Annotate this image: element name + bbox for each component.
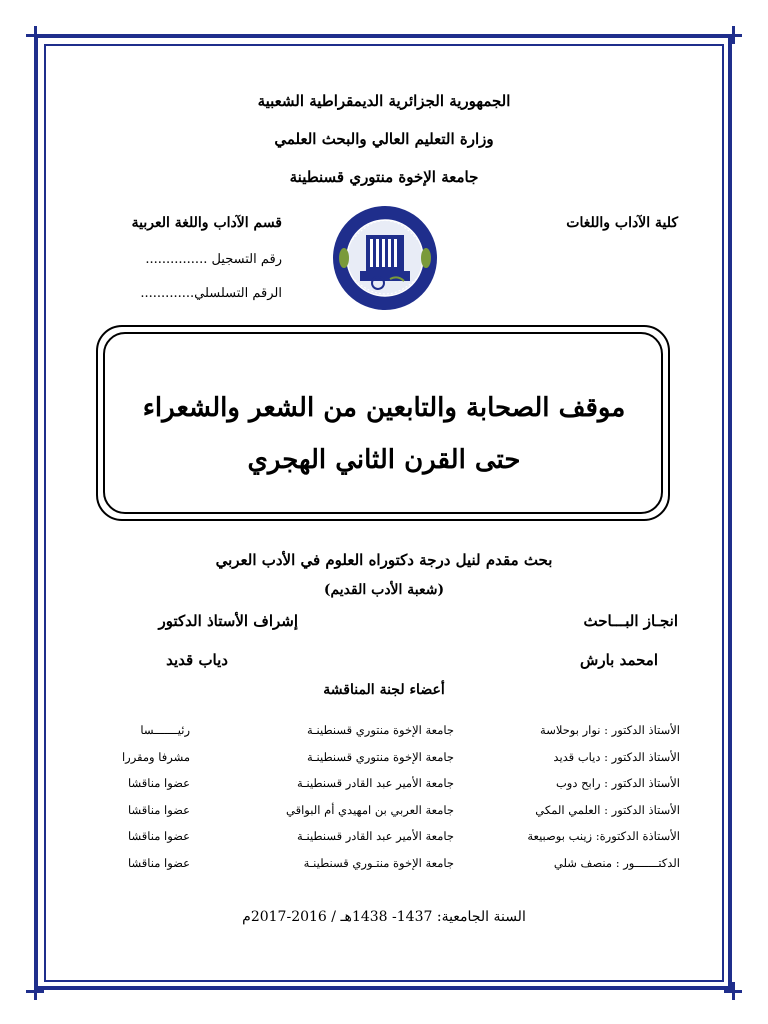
ministry-heading: وزارة التعليم العالي والبحث العلمي [274,130,494,148]
member-university: جامعة الأمير عبد القادر قسنطينـة [296,829,454,843]
degree-statement: بحث مقدم لنيل درجة دكتوراه العلوم في الأدب العربي [215,551,553,569]
department-label: قسم الآداب واللغة العربية [131,215,282,231]
academic-year: السنة الجامعية: 1437- 1438هـ / 2016-2017م [242,909,526,925]
committee-row [0,856,768,874]
serial-number: الرقم التسلسلي............. [140,286,282,301]
member-role: رئيـــــــسا [140,723,190,737]
thesis-title-line-1: موقف الصحابة والتابعين من الشعر والشعراء [142,393,626,423]
supervisor-name: دياب قديد [166,651,228,669]
member-university: جامعة الإخوة منتوري قسنطينـة [306,750,454,764]
title-frame-inner [103,332,663,514]
corner-ornament [26,26,44,44]
committee-row [0,776,768,794]
member-university: جامعة الإخوة منتـوري قسنطينـة [303,856,454,870]
supervisor-label: إشراف الأستاذ الدكتور [158,612,298,630]
member-name: الأستاذ الدكتور : رابح دوب [555,776,680,790]
member-name: الأستاذة الدكتورة: زينب بوصبيعة [527,829,680,843]
committee-heading: أعضاء لجنة المناقشة [323,682,445,698]
member-role: عضوا مناقشا [127,829,190,843]
member-name: الأستاذ الدكتور : دياب قديد [553,750,680,764]
member-role: عضوا مناقشا [127,776,190,790]
researcher-label: انجـاز البـــاحث [583,612,678,630]
researcher-name: امحمد بارش [580,651,658,669]
corner-ornament [724,982,742,1000]
republic-heading: الجمهورية الجزائرية الديمقراطية الشعبية [257,92,511,110]
member-name: الأستاذ الدكتور : نوار بوحلاسة [540,723,680,737]
committee-row [0,829,768,847]
faculty-label: كلية الآداب واللغات [566,215,678,231]
specialty-label: (شعبة الأدب القديم) [323,582,445,598]
registration-number: رقم التسجيل ............... [145,252,282,267]
corner-ornament [724,26,742,44]
member-role: عضوا مناقشا [127,803,190,817]
member-university: جامعة العربي بن امهيدي أم البواقي [286,803,454,817]
member-university: جامعة الأمير عبد القادر قسنطينـة [296,776,454,790]
university-seal-icon [330,203,440,313]
corner-ornament [26,982,44,1000]
member-name: الأستاذ الدكتور : العلمي المكي [535,803,680,817]
member-role: عضوا مناقشا [127,856,190,870]
member-name: الدكتـــــــور : منصف شلي [553,856,680,870]
committee-row [0,750,768,768]
university-heading: جامعة الإخوة منتوري قسنطينة [289,168,479,186]
committee-row [0,723,768,741]
member-role: مشرفا ومقررا [121,750,190,764]
committee-row [0,803,768,821]
thesis-title-line-2: حتى القرن الثاني الهجري [247,445,521,475]
member-university: جامعة الإخوة منتوري قسنطينـة [306,723,454,737]
